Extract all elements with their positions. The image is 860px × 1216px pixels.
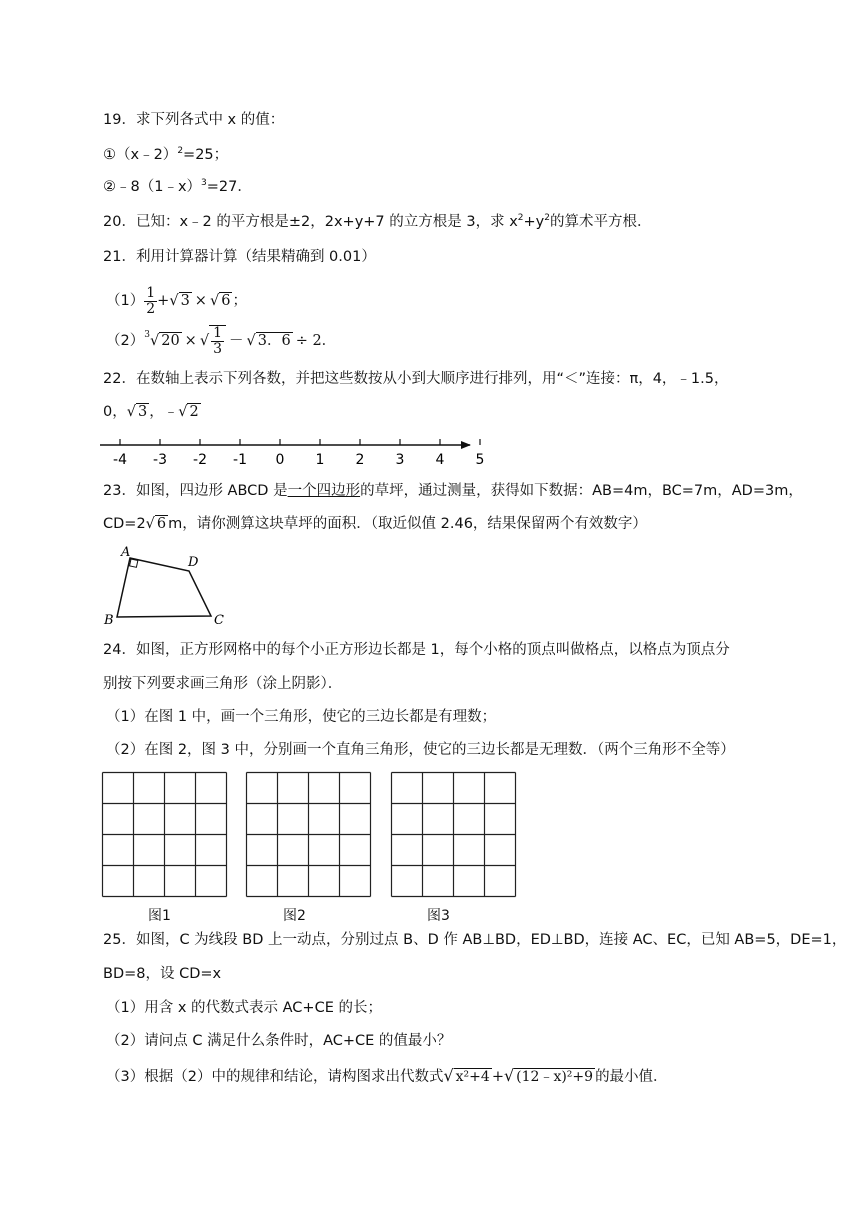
q25-radicand-2: (12﹣x)²+9 <box>516 1069 594 1085</box>
q21-p2-times: × <box>184 333 197 349</box>
q25-part3-suffix: 的最小值． <box>595 1068 668 1085</box>
q21-p2-radicand-2: 3．6 <box>257 333 291 349</box>
grid-3-lines <box>392 773 516 897</box>
q21-p1-plus: + <box>157 293 170 309</box>
q21-p2-cuberoot: $^3$√ 20 <box>144 330 180 349</box>
grid-caption-3: 图3 <box>427 908 450 924</box>
q19-item1-suffix: =25； <box>183 147 229 163</box>
grid-1-lines <box>103 773 227 897</box>
q21-p1-sqrt-1: √ 3 <box>169 293 190 309</box>
number-line-tick-label: -3 <box>153 452 167 468</box>
q21-p1-denominator: 2 <box>146 300 156 317</box>
q21-p1-numerator: 1 <box>146 284 156 301</box>
q19-item1-exp: 2 <box>177 146 184 156</box>
number-line-tick-label: -4 <box>113 452 127 468</box>
quadrilateral-figure <box>100 544 230 628</box>
q20-exp2: 2 <box>544 213 550 223</box>
grid-figure-1 <box>101 771 229 897</box>
number-line-tick-label: 2 <box>355 452 365 468</box>
right-angle-mark <box>130 559 138 567</box>
q21-p2-label: （2） <box>106 333 145 349</box>
q25-sqrt-1: √ x²+4 <box>443 1066 490 1085</box>
q22-radicand-a: 3 <box>137 404 148 420</box>
q21-p1-label: （1） <box>106 293 145 309</box>
number-line-tick-label: 3 <box>395 452 405 468</box>
q23-sqrt: √ 6 <box>145 516 167 532</box>
q25-sqrt-2: √ (12﹣x)²+9 <box>503 1066 594 1085</box>
q21-p2-denominator: 3 <box>213 341 222 357</box>
q21-p1-times: × <box>194 293 207 309</box>
q25-part-3 <box>106 1066 668 1087</box>
q19-item2-suffix: =27． <box>206 179 252 195</box>
number-line <box>100 436 485 468</box>
q19-item-1 <box>103 145 228 165</box>
label-c: C <box>214 613 224 628</box>
q22-sqrt-a: √ 3 <box>126 404 148 420</box>
q20-suffix: 的算术平方根． <box>550 214 652 230</box>
grid-caption-1: 图1 <box>148 908 171 924</box>
grid-2-lines <box>247 773 371 897</box>
q23-line-1 <box>103 481 803 501</box>
q23-line1-a: 23．如图，四边形 ABCD 是 <box>103 483 288 499</box>
q21-p2-sqrt-2: √ 3．6 <box>246 333 291 349</box>
q22-sqrt-b: √ 2 <box>178 404 199 420</box>
q21-p1-fraction <box>144 286 157 317</box>
q20-exp1: 2 <box>517 213 524 223</box>
q24-line-1: 24．如图，正方形网格中的每个小正方形边长都是 1，每个小格的顶点叫做格点，以格点为顶点分 <box>103 642 730 658</box>
q25-part3-prefix: （3）根据（2）中的规律和结论，请构图求出代数式 <box>106 1068 444 1085</box>
q25-part-1: （1）用含 x 的代数式表示 AC+CE 的长； <box>106 1000 382 1016</box>
grid-figure-3 <box>390 771 518 897</box>
q19-stem: 19．求下列各式中 x 的值： <box>103 112 285 128</box>
q21-p2-index: 3 <box>144 330 150 340</box>
number-line-tick-label: 5 <box>475 452 485 468</box>
q21-part-2 <box>106 320 336 362</box>
q21-p2-minus: － <box>229 333 244 349</box>
q24-part-2: （2）在图 2，图 3 中，分别画一个直角三角形，使它的三边长都是无理数．（两个三角形不全等） <box>106 742 735 758</box>
q21-p1-radicand-1: 3 <box>180 293 190 309</box>
q21-p2-sqrt-frac: √ $\frac{1}{3}$ <box>200 325 226 357</box>
q19-item2-exp: 3 <box>201 178 207 188</box>
q25-part-2: （2）请问点 C 满足什么条件时，AC+CE 的值最小？ <box>106 1033 452 1049</box>
number-line-arrow <box>461 441 471 449</box>
q22-line-2 <box>103 402 201 422</box>
number-line-tick-label: 0 <box>275 452 285 468</box>
label-b: B <box>104 613 114 628</box>
q21-p2-fraction <box>211 326 224 357</box>
q19-item1-prefix: ①（x﹣2） <box>103 147 178 163</box>
q21-p1-sqrt-2: √ 6 <box>209 293 231 309</box>
q22-line2-prefix: 0， <box>103 404 127 420</box>
q20-prefix: 20．已知：x﹣2 的平方根是±2，2x+y+7 的立方根是 3，求 x <box>103 214 518 230</box>
label-d: D <box>188 555 199 570</box>
q24-line-2: 别按下列要求画三角形（涂上阴影）． <box>103 676 343 692</box>
q23-line-2 <box>103 514 647 534</box>
label-a: A <box>121 545 131 560</box>
q19-item-2 <box>103 177 252 197</box>
number-line-tick-label: 1 <box>315 452 325 468</box>
q21-p1-end: ； <box>232 293 247 309</box>
q22-radicand-b: 2 <box>189 404 199 420</box>
q21-p2-radicand-1: 20 <box>161 333 180 349</box>
grid-caption-2: 图2 <box>283 908 306 924</box>
number-line-tick-label: -2 <box>193 452 207 468</box>
q20-mid: +y <box>523 214 545 230</box>
number-line-tick-label: -1 <box>233 452 247 468</box>
q20-text <box>103 212 652 232</box>
q23-line2-a: CD=2 <box>103 516 146 532</box>
q19-item2-prefix: ②﹣8（1﹣x） <box>103 179 202 195</box>
q25-line-2: BD=8，设 CD=x <box>103 966 222 982</box>
q22-line-1: 22．在数轴上表示下列各数，并把这些数按从小到大顺序进行排列，用“＜”连接：π，4，﹣1.5， <box>103 371 729 387</box>
q23-line1-underlined: 一个四边形 <box>287 483 361 499</box>
grid-figure-2 <box>245 771 373 897</box>
q23-line2-b: m，请你测算这块草坪的面积．（取近似值 2.46，结果保留两个有效数字） <box>168 516 647 532</box>
q23-radicand: 6 <box>156 516 167 532</box>
q21-p2-div: ÷ 2． <box>295 333 337 349</box>
number-line-tick-label: 4 <box>435 452 445 468</box>
q23-line1-b: 的草坪，通过测量，获得如下数据：AB=4m，BC=7m，AD=3m， <box>360 483 803 499</box>
q25-line-1: 25．如图，C 为线段 BD 上一动点，分别过点 B、D 作 AB⊥BD，ED⊥BD，连接 AC、EC，已知 AB=5，DE=1， <box>103 932 847 948</box>
number-line-ticks <box>113 439 484 468</box>
q25-plus: + <box>491 1068 504 1085</box>
q21-part-1 <box>106 281 247 321</box>
q22-sep: ，﹣ <box>149 404 179 420</box>
q21-p2-numerator: 1 <box>213 325 222 341</box>
q21-stem: 21．利用计算器计算（结果精确到 0.01） <box>103 249 376 265</box>
q24-part-1: （1）在图 1 中，画一个三角形，使它的三边长都是有理数； <box>106 709 497 725</box>
q21-p1-radicand-2: 6 <box>221 293 231 309</box>
q25-radicand-1: x²+4 <box>455 1069 490 1085</box>
